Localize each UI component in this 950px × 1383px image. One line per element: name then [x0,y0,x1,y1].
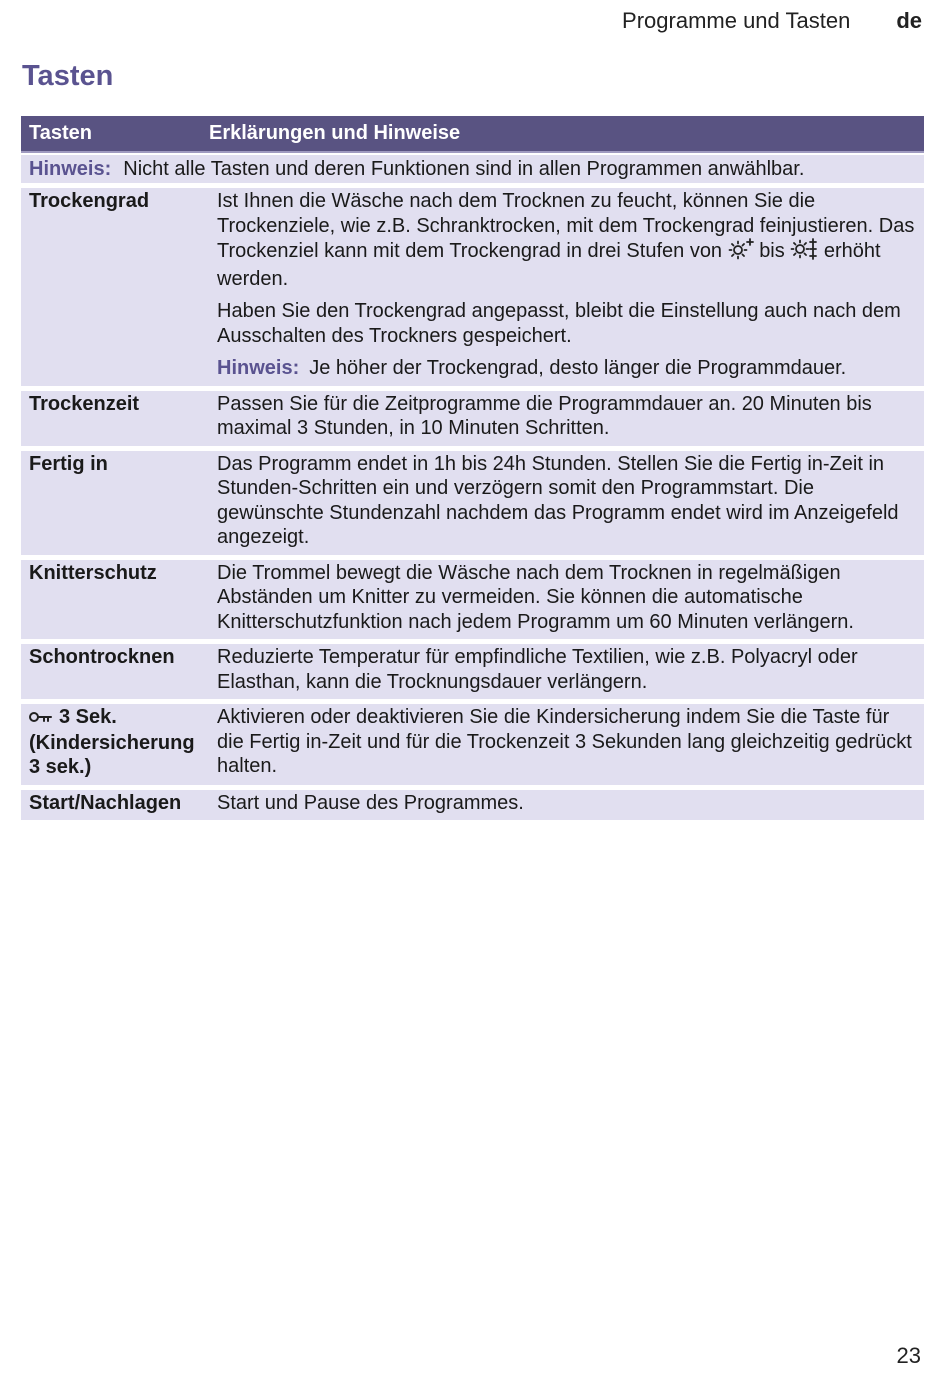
key-name: Schontrocknen [29,646,175,668]
table-header [21,116,924,153]
key-description: Die Trommel bewegt die Wäsche nach dem Trocknen in regelmäßigen Abständen um Knitter zu vermeiden. Sie können die automatische Knitterschutzfunktion nach jedem Programm um 60 Minuten verlängern. [217,561,854,633]
dryness-level-3-icon [790,238,818,267]
key-name: Knitterschutz [29,561,157,584]
header-language: de [896,8,922,33]
key-description: Passen Sie für die Zeitprogramme die Programmdauer an. 20 Minuten bis maximal 3 Stunden, in 10 Minuten Schritten. [217,392,872,439]
dryness-level-1-icon [728,238,754,267]
key-icon [29,706,53,731]
table-row [21,560,924,640]
table-row [21,704,924,785]
key-description [217,188,924,386]
key-name: Trockengrad [29,190,150,212]
page-title: Tasten [22,60,114,92]
description-text: Ist Ihnen die Wäsche nach dem Trocknen zu feucht, können Sie die Trockenziele, wie z.B. Schranktrocken, mit dem Trockengrad feinjustieren. Das Trockenziel kann mit dem Trockengrad in drei Stufen von [217,190,915,262]
key-name: Fertig in [29,452,108,475]
key-description: Das Programm endet in 1h bis 24h Stunden. Stellen Sie die Fertig in-Zeit in Stunden-Schritten ein und verzögern somit den Programmstart. Die gewünschte Stundenzahl nachdem das Programm endet wird im Anzeigefeld angezeigt. [217,452,899,548]
key-description: Start und Pause des Programmes. [217,791,524,814]
description-paragraph: Haben Sie den Trockengrad angepasst, bleibt die Einstellung auch nach dem Ausschalten des Trockners gespeichert. [217,300,901,347]
key-description: Aktivieren oder deaktivieren Sie die Kindersicherung indem Sie die Taste für die Fertig in-Zeit und für die Trockenzeit 3 Sekunden lang gleichzeitig gedrückt halten. [217,706,912,777]
table-row [21,391,924,446]
key-name: Trockenzeit [29,392,140,415]
general-note [21,155,924,183]
key-name: Start/Nachlagen [29,791,182,814]
note-label: Hinweis: [29,157,112,180]
note-label: Hinweis: [217,357,300,379]
key-name [21,704,217,785]
page-number: 23 [896,1343,921,1368]
header-section-title: Programme und Tasten [622,8,851,33]
column-header-explanations: Erklärungen und Hinweise [209,122,461,145]
table-row [21,451,924,555]
description-paragraph [217,189,916,291]
key-name-part: (Kindersicherung 3 sek.) [29,731,195,778]
keys-table [21,116,924,820]
note-text: Je höher der Trockengrad, desto länger die Programmdauer. [309,357,847,379]
row-note [217,356,916,381]
note-text: Nicht alle Tasten und deren Funktionen sind in allen Programmen anwählbar. [123,157,805,180]
table-row [21,188,924,386]
running-header [622,8,922,34]
description-text: erhöht werden. [217,240,881,290]
table-row [21,790,924,821]
description-text: bis [759,240,785,262]
table-row [21,644,924,699]
column-header-keys: Tasten [29,122,92,145]
key-description: Reduzierte Temperatur für empfindliche Textilien, wie z.B. Polyacryl oder Elasthan, kann die Trocknungsdauer verlängern. [217,646,858,693]
key-name-part: 3 Sek. [59,706,117,728]
